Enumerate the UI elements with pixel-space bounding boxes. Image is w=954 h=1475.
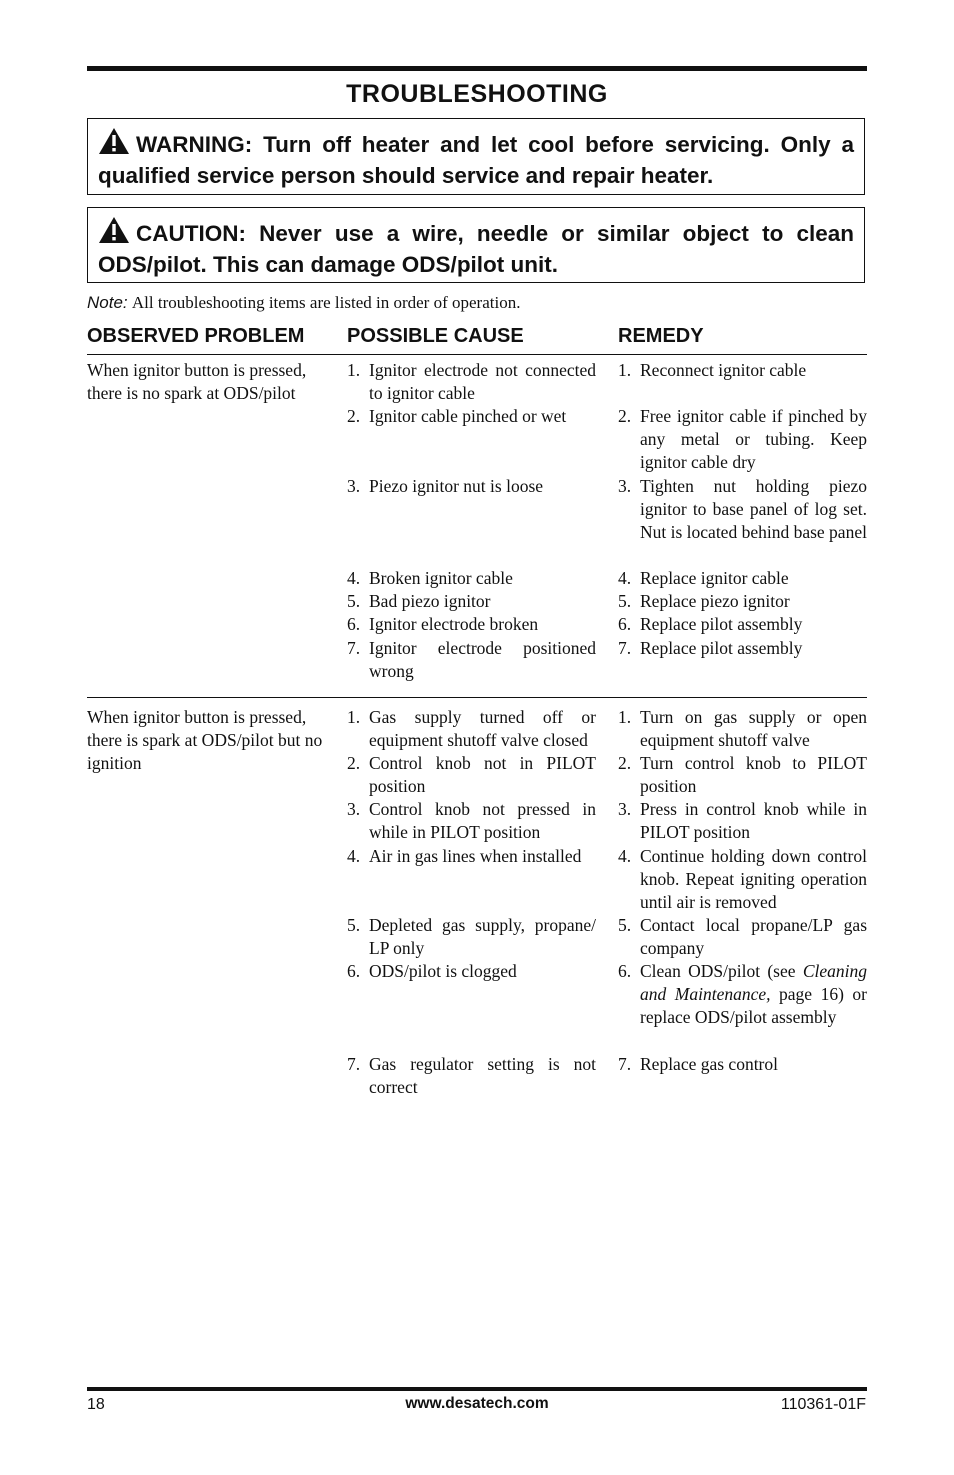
column-header-problem: OBSERVED PROBLEM <box>87 325 305 347</box>
page-title: TROUBLESHOOTING <box>346 80 608 108</box>
remedy-item: 2. Turn control knob to PILOT position <box>618 753 867 796</box>
cause-item: 4. Broken ignitor cable <box>347 568 513 588</box>
remedy-item: 5. Replace piezo ignitor <box>618 591 790 611</box>
remedy-item: 6. Replace pilot assembly <box>618 614 803 634</box>
problem-text: When ignitor button is pressed, there is no spark at ODS/pilot <box>87 360 307 403</box>
remedy-item: 3. Tighten nut holding piezo ignitor to base panel of log set. Nut is located behind base panel <box>618 476 867 542</box>
remedy-item: 1. Turn on gas supply or open equipment shutoff valve <box>618 707 867 750</box>
problem-text: When ignitor button is pressed, there is spark at ODS/pilot but no ignition <box>87 707 323 773</box>
cause-item: 2. Ignitor cable pinched or wet <box>347 406 567 426</box>
caution-text: CAUTION: Never use a wire, needle or similar object to clean ODS/pilot. This can damage ODS/pilot unit. <box>98 221 854 277</box>
document-code: 110361-01F <box>780 1396 866 1413</box>
cause-item: 5. Depleted gas supply, propane/ LP only <box>347 915 596 958</box>
page-number: 18 <box>87 1396 105 1413</box>
cause-item: 1. Ignitor electrode not connected to ignitor cable <box>347 360 596 403</box>
cause-item: 4. Air in gas lines when installed <box>347 846 582 866</box>
footer-url[interactable]: www.desatech.com <box>405 1395 549 1412</box>
cause-item: 3. Control knob not pressed in while in PILOT position <box>347 799 596 842</box>
note-label: Note: <box>87 293 128 312</box>
bottom-rule <box>87 1387 867 1391</box>
warning-box <box>87 118 865 195</box>
column-header-remedy: REMEDY <box>618 325 704 347</box>
cause-item: 6. Ignitor electrode broken <box>347 614 539 634</box>
cause-item: 7. Gas regulator setting is not correct <box>347 1054 596 1097</box>
cause-item: 7. Ignitor electrode positioned wrong <box>347 638 596 681</box>
remedy-item: 1. Reconnect ignitor cable <box>618 360 807 380</box>
warning-triangle-icon <box>98 216 130 251</box>
note <box>87 293 520 313</box>
remedy-item: 7. Replace gas control <box>618 1054 779 1074</box>
header-rule <box>87 354 867 355</box>
cause-item: 2. Control knob not in PILOT position <box>347 753 596 796</box>
remedy-item: 6. Clean ODS/pilot (see Cleaning and Maintenance, page 16) or replace ODS/pilot assembly <box>618 961 867 1027</box>
warning-triangle-icon <box>98 127 130 162</box>
cause-item: 3. Piezo ignitor nut is loose <box>347 476 544 496</box>
cause-item: 5. Bad piezo ignitor <box>347 591 491 611</box>
note-text: All troubleshooting items are listed in order of operation. <box>131 293 521 312</box>
remedy-item: 4. Continue holding down control knob. Repeat igniting operation until air is removed <box>618 846 867 912</box>
column-header-cause: POSSIBLE CAUSE <box>347 325 524 347</box>
cross-reference: Cleaning and Maintenance, <box>640 961 867 1004</box>
section-rule <box>87 697 867 698</box>
remedy-item: 3. Press in control knob while in PILOT position <box>618 799 867 842</box>
remedy-item: 2. Free ignitor cable if pinched by any metal or tubing. Keep ignitor cable dry <box>618 406 867 472</box>
caution-box <box>87 207 865 283</box>
remedy-item: 4. Replace ignitor cable <box>618 568 789 588</box>
cause-item: 6. ODS/pilot is clogged <box>347 961 517 981</box>
top-rule <box>87 66 867 71</box>
warning-text: WARNING: Turn off heater and let cool before servicing. Only a qualified service person should service and repair heater. <box>98 132 854 188</box>
remedy-item: 7. Replace pilot assembly <box>618 638 803 658</box>
remedy-item: 5. Contact local propane/LP gas company <box>618 915 867 958</box>
cause-item: 1. Gas supply turned off or equipment shutoff valve closed <box>347 707 596 750</box>
